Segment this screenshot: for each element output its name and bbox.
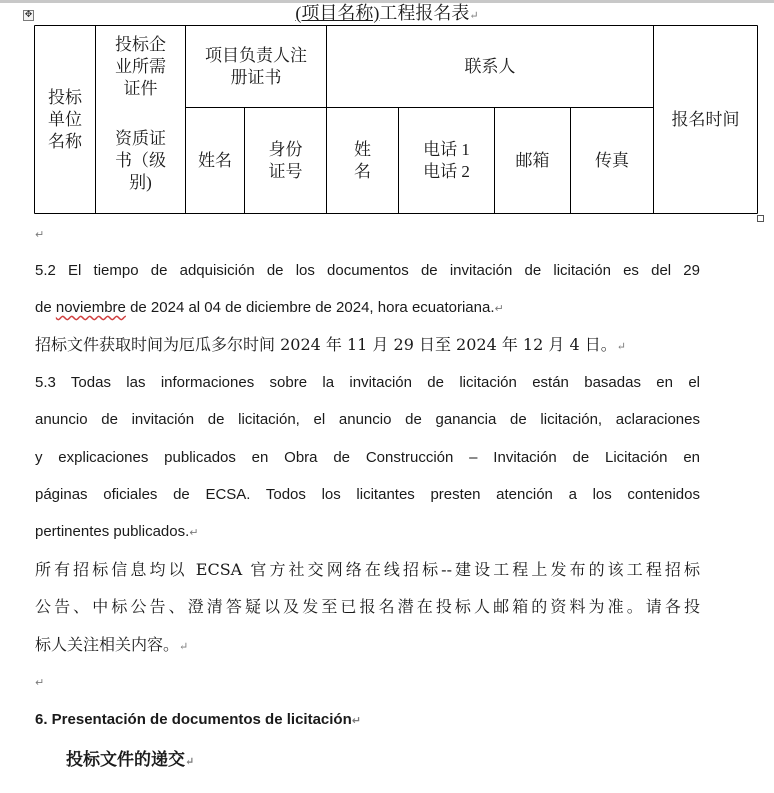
table-move-handle-icon[interactable]: ✥ <box>24 10 33 20</box>
header-contact-person: 联系人 <box>464 56 516 76</box>
header-pm-name: 姓名 <box>198 150 232 170</box>
empty-paragraph: ↵ <box>35 677 45 689</box>
header-registration-time: 报名时间 <box>671 109 740 129</box>
header-phone: 电话 1 电话 2 <box>423 139 470 181</box>
para-5-3-es-line-5: pertinentes publicados.↵ <box>35 523 199 540</box>
empty-paragraph: ↵ <box>35 229 45 241</box>
para-5-3-zh-line-1: 所有招标信息均以 ECSA 官方社交网络在线招标--建设工程上发布的该工程招标 <box>35 560 700 579</box>
para-5-2-es-line-2: de noviembre de 2024 al 04 de diciembre de 2024, hora ecuatoriana.↵ <box>35 299 504 316</box>
table-title-text: 工程报名表 <box>379 3 470 23</box>
header-qualification-cert: 资质证书（级别) <box>115 128 166 192</box>
header-contact-name: 姓名 <box>354 139 371 181</box>
paragraph-mark: ↵ <box>469 10 479 22</box>
para-5-3-es-line-1: 5.3 Todas las informaciones sobre la invitación de licitación están basadas en el <box>35 374 700 391</box>
para-5-2-zh: 招标文件获取时间为厄瓜多尔时间 2024 年 11 月 29 日至 2024 年 12 月 4 日。↵ <box>35 335 626 354</box>
para-5-3-zh-line-2: 公告、中标公告、澄清答疑以及发至已报名潜在投标人邮箱的资料为准。请各投 <box>35 597 700 616</box>
para-5-3-es-line-3: y explicaciones publicados en Obra de Construcción – Invitación de Licitación en <box>35 449 700 466</box>
para-5-2-es-line-1: 5.2 El tiempo de adquisición de los documentos de invitación de licitación es del 29 <box>35 262 700 279</box>
section-6-heading: 6. Presentación de documentos de licitación↵ <box>35 711 361 728</box>
para-5-3-es-line-2: anuncio de invitación de licitación, el anuncio de ganancia de licitación, aclaraciones <box>35 411 700 428</box>
header-required-certificates: 投标企业所需证件 <box>115 34 166 98</box>
table-title-project-name: (项目名称) <box>295 3 380 23</box>
header-pm-id-number: 身份证号 <box>268 139 303 181</box>
header-bidder-name: 投标单位名称 <box>48 87 82 151</box>
para-5-3-zh-line-3: 标人关注相关内容。↵ <box>35 635 189 654</box>
spellcheck-word: noviembre <box>55 299 126 316</box>
header-fax: 传真 <box>595 150 629 170</box>
header-project-manager-cert: 项目负责人注册证书 <box>205 45 307 87</box>
table-resize-handle[interactable] <box>757 215 764 222</box>
section-6-heading-zh: 投标文件的递交↵ <box>66 750 195 770</box>
para-5-3-es-line-4: páginas oficiales de ECSA. Todos los licitantes presten atención a los contenidos <box>35 486 700 503</box>
header-email: 邮箱 <box>515 150 550 170</box>
